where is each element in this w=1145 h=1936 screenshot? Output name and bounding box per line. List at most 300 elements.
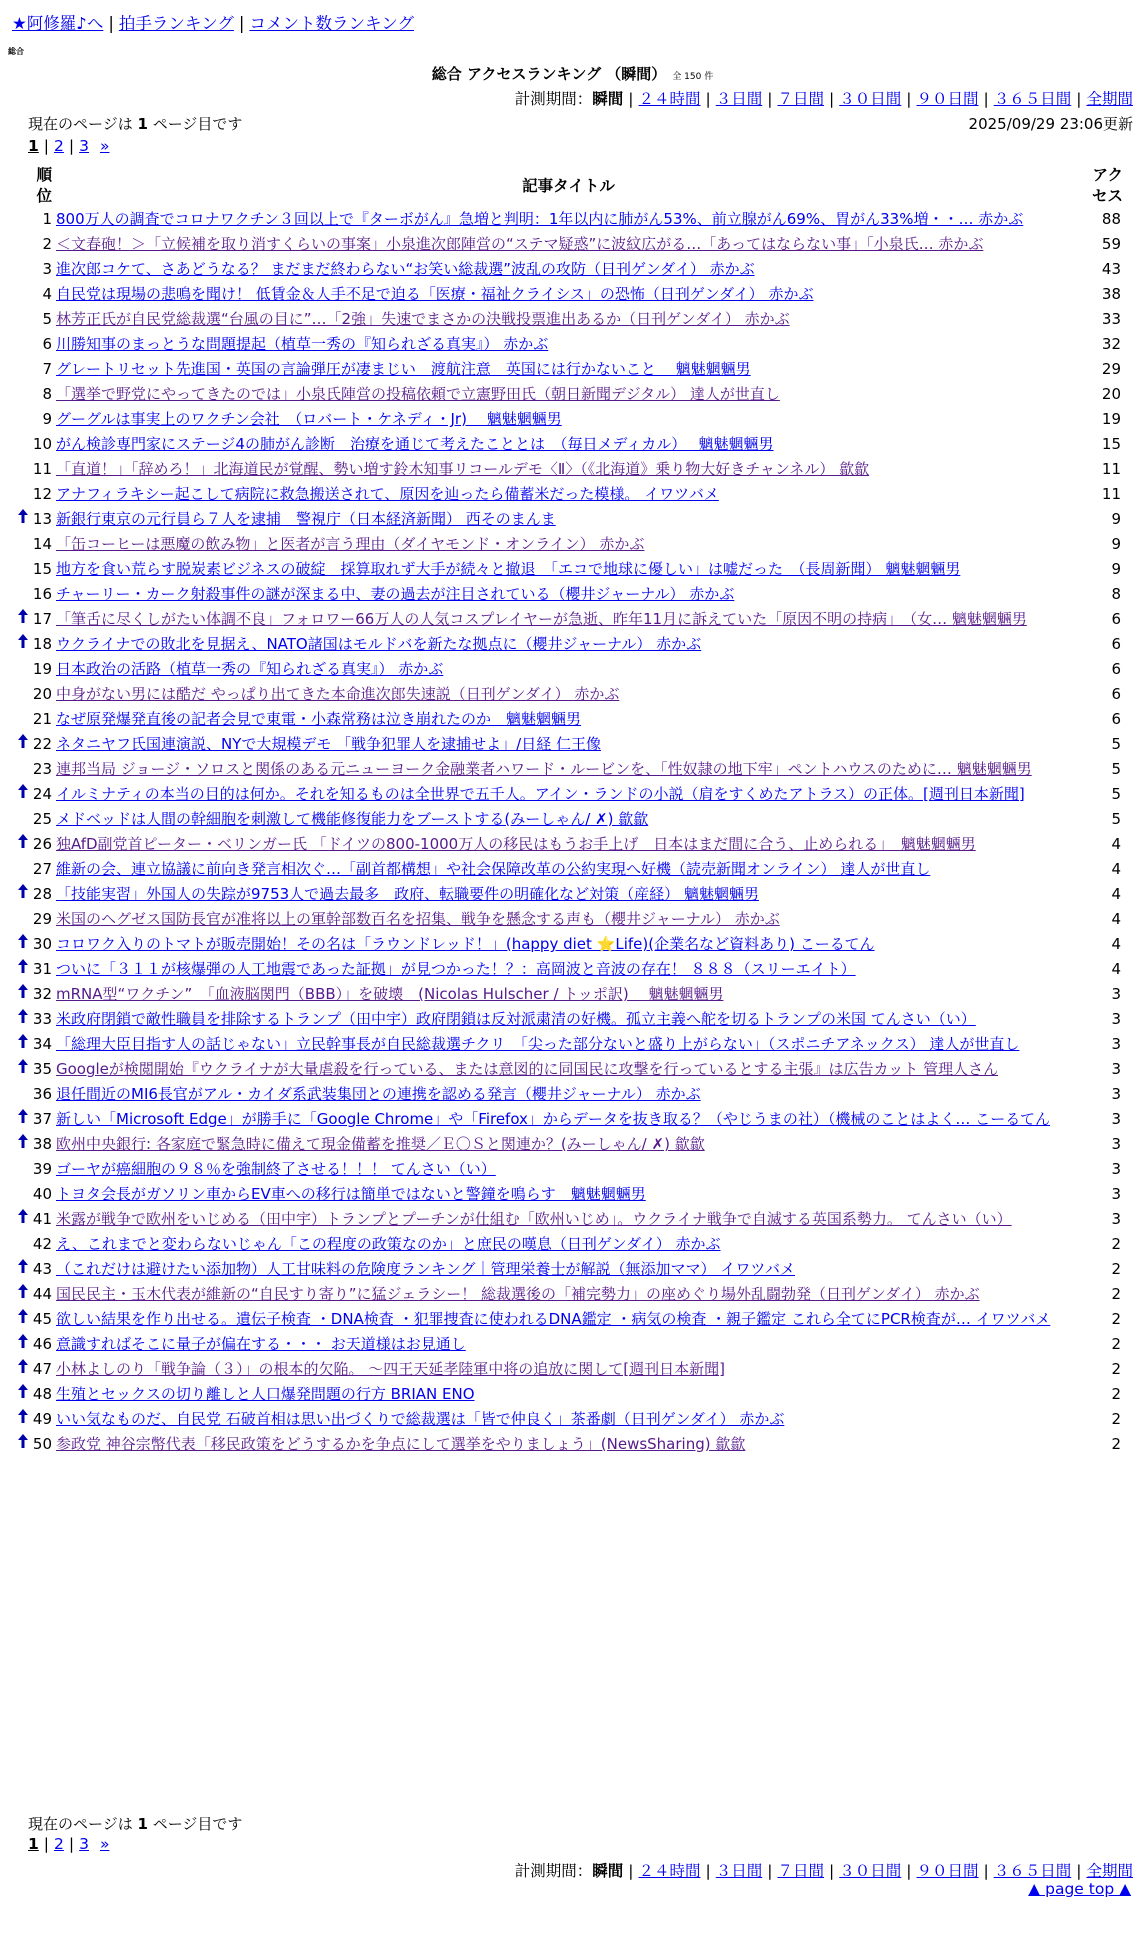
access-count: 4 bbox=[1111, 910, 1121, 928]
access-count: 3 bbox=[1111, 1210, 1121, 1228]
updated-timestamp: 2025/09/29 23:06更新 bbox=[968, 115, 1133, 133]
article-title-cell bbox=[54, 482, 1083, 507]
table-row bbox=[18, 907, 1133, 932]
period-link[interactable]: 全期間 bbox=[1086, 1862, 1133, 1880]
rank-change-cell bbox=[18, 1332, 30, 1357]
table-row bbox=[18, 432, 1133, 457]
up-arrow-icon bbox=[18, 1037, 28, 1052]
rank-number: 16 bbox=[32, 585, 52, 603]
article-title-cell bbox=[54, 707, 1083, 732]
period-separator: | bbox=[983, 90, 989, 108]
access-count: 8 bbox=[1111, 585, 1121, 603]
period-current: 瞬間 bbox=[592, 1862, 624, 1880]
article-title-link[interactable]: 維新の会、連立協議に前向き発言相次ぐ…「副首都構想」や社会保障改革の公約実現へ好機（読売新聞オンライン） 達人が世直し bbox=[56, 860, 931, 878]
rank-number: 26 bbox=[32, 835, 52, 853]
up-arrow-icon bbox=[18, 1012, 28, 1027]
access-count: 2 bbox=[1111, 1410, 1121, 1428]
article-title-cell bbox=[54, 657, 1083, 682]
rank-change-cell bbox=[18, 1432, 30, 1457]
nav-separator: | bbox=[108, 14, 114, 33]
period-link[interactable]: ２４時間 bbox=[638, 90, 701, 108]
rank-number: 30 bbox=[32, 935, 52, 953]
article-title-cell bbox=[54, 757, 1083, 782]
article-title-link[interactable]: 参政党 神谷宗幣代表「移民政策をどうするかを争点にして選挙をやりましょう」(NewsSharing) 歙歙 bbox=[56, 1435, 746, 1453]
access-count: 38 bbox=[1101, 285, 1121, 303]
article-title-link[interactable]: 中身がない男には酷だ やっぱり出てきた本命進次郎失速説（日刊ゲンダイ） 赤かぶ bbox=[56, 685, 620, 703]
article-title-link[interactable]: 「缶コーヒーは悪魔の飲み物」と医者が言う理由（ダイヤモンド・オンライン） 赤かぶ bbox=[56, 535, 645, 553]
table-row bbox=[18, 1007, 1133, 1032]
article-title-link[interactable]: 米露が戦争で欧州をいじめる（田中宇）トランプとプーチンが仕組む「欧州いじめ」。ウクライナ戦争で自滅する英国系勢力。 てんさい（い） bbox=[56, 1210, 1012, 1228]
article-title-link[interactable]: 地方を食い荒らす脱炭素ビジネスの破綻 採算取れず大手が続々と撤退 「エコで地球に優しい」は嘘だった （長周新聞） 魑魅魍魎男 bbox=[56, 560, 961, 578]
rank-change-cell bbox=[18, 857, 30, 882]
table-row bbox=[18, 1357, 1133, 1382]
period-link[interactable]: ３０日間 bbox=[839, 90, 902, 108]
access-column-header: アク セス bbox=[1091, 166, 1123, 205]
period-separator: | bbox=[906, 90, 912, 108]
article-title-link[interactable]: 進次郎コケて、さあどうなる？ まだまだ終わらない“お笑い総裁選”波乱の攻防（日刊ゲンダイ） 赤かぶ bbox=[56, 260, 755, 278]
pager-page-link[interactable]: 3 bbox=[79, 137, 90, 155]
title-column-header: 記事タイトル bbox=[522, 176, 615, 195]
pager-next-link[interactable]: » bbox=[99, 137, 110, 155]
access-count: 3 bbox=[1111, 1085, 1121, 1103]
table-row bbox=[18, 1182, 1133, 1207]
access-count: 9 bbox=[1111, 510, 1121, 528]
rank-change-cell bbox=[18, 1357, 30, 1382]
period-separator: | bbox=[1076, 1862, 1082, 1880]
article-title-link[interactable]: トヨタ会長がガソリン車からEV車への移行は簡単ではないと警鐘を鳴らす 魑魅魍魎男 bbox=[56, 1185, 646, 1203]
pager-page-link[interactable]: 2 bbox=[54, 137, 64, 155]
rank-change-cell bbox=[18, 782, 30, 807]
up-arrow-icon bbox=[18, 987, 28, 1002]
up-arrow-icon bbox=[18, 1387, 28, 1402]
rank-change-cell bbox=[18, 532, 30, 557]
period-link[interactable]: ３６５日間 bbox=[993, 90, 1072, 108]
up-arrow-icon bbox=[18, 1412, 28, 1427]
table-row bbox=[18, 1432, 1133, 1457]
rank-change-cell bbox=[18, 507, 30, 532]
period-separator: | bbox=[628, 1862, 634, 1880]
pager-page-link[interactable]: 1 bbox=[28, 137, 39, 155]
rank-number: 12 bbox=[32, 485, 52, 503]
article-title-cell bbox=[54, 557, 1083, 582]
rank-number: 17 bbox=[32, 610, 52, 628]
rank-change-cell bbox=[18, 807, 30, 832]
article-title-link[interactable]: 「選挙で野党にやってきたのでは」小泉氏陣営の投稿依頼で立憲野田氏（朝日新聞デジタル） 達人が世直し bbox=[56, 385, 780, 403]
up-arrow-icon bbox=[18, 1062, 28, 1077]
period-link[interactable]: ７日間 bbox=[777, 1862, 824, 1880]
period-link[interactable]: ３０日間 bbox=[839, 1862, 902, 1880]
rank-change-cell bbox=[18, 832, 30, 857]
up-arrow-icon bbox=[18, 1437, 28, 1452]
period-separator: | bbox=[829, 1862, 835, 1880]
article-title-link[interactable]: 米国のヘグゼス国防長官が准将以上の軍幹部数百名を招集、戦争を懸念する声も（櫻井ジャーナル） 赤かぶ bbox=[56, 910, 780, 928]
article-title-link[interactable]: 国民民主・玉木代表が維新の“自民すり寄り”に猛ジェラシー！ 総裁選後の「補完勢力」の座めぐり場外乱闘勃発（日刊ゲンダイ） 赤かぶ bbox=[56, 1285, 980, 1303]
access-count: 6 bbox=[1111, 710, 1121, 728]
period-link[interactable]: 全期間 bbox=[1086, 90, 1133, 108]
access-count: 33 bbox=[1101, 310, 1121, 328]
rank-number: 10 bbox=[32, 435, 52, 453]
rank-number: 6 bbox=[42, 335, 52, 353]
page-top-link-wrap bbox=[1028, 1880, 1131, 1898]
up-arrow-icon bbox=[18, 1112, 28, 1127]
period-link[interactable]: ３６５日間 bbox=[993, 1862, 1072, 1880]
rank-number: 35 bbox=[32, 1060, 52, 1078]
pager-page-link[interactable]: 3 bbox=[79, 1835, 90, 1853]
article-title-cell bbox=[54, 532, 1083, 557]
rank-change-cell bbox=[18, 707, 30, 732]
article-title-cell bbox=[54, 1357, 1083, 1382]
rank-change-cell bbox=[18, 432, 30, 457]
period-link[interactable]: ９０日間 bbox=[916, 90, 979, 108]
article-title-link[interactable]: （これだけは避けたい添加物）人工甘味料の危険度ランキング｜管理栄養士が解説（無添加ママ） イワツバメ bbox=[56, 1260, 796, 1278]
pager-separator: | bbox=[68, 137, 75, 155]
period-link[interactable]: ３日間 bbox=[715, 1862, 763, 1880]
rank-change-cell bbox=[18, 1182, 30, 1207]
table-row bbox=[18, 882, 1133, 907]
article-title-link[interactable]: 新銀行東京の元行員ら７人を逮捕 警視庁（日本経済新聞） 西そのまんま bbox=[56, 510, 556, 528]
rank-change-cell bbox=[18, 1157, 30, 1182]
up-arrow-icon bbox=[18, 962, 28, 977]
access-count: 9 bbox=[1111, 560, 1121, 578]
article-title-link[interactable]: チャーリー・カーク射殺事件の謎が深まる中、妻の過去が注目されている（櫻井ジャーナル） 赤かぶ bbox=[56, 585, 735, 603]
article-title-link[interactable]: いい気なものだ、自民党 石破首相は思い出づくりで総裁選は「皆で仲良く」茶番劇（日刊ゲンダイ） 赤かぶ bbox=[56, 1410, 785, 1428]
rank-change-cell bbox=[18, 907, 30, 932]
rank-change-cell bbox=[18, 1232, 30, 1257]
up-arrow-icon bbox=[18, 887, 28, 902]
article-title-link[interactable]: 日本政治の活路（植草一秀の『知られざる真実』） 赤かぶ bbox=[56, 660, 444, 678]
article-title-link[interactable]: 連邦当局 ジョージ・ソロスと関係のある元ニューヨーク金融業者ハワード・ルービンを、「性奴隷の地下牢」ペントハウスのために… 魑魅魍魎男 bbox=[56, 760, 1032, 778]
rank-number: 15 bbox=[32, 560, 52, 578]
up-arrow-icon bbox=[18, 787, 28, 802]
rank-number: 21 bbox=[32, 710, 52, 728]
pager-top bbox=[28, 137, 109, 155]
table-row bbox=[18, 1257, 1133, 1282]
period-separator: | bbox=[767, 90, 773, 108]
table-row bbox=[18, 1157, 1133, 1182]
rank-number: 20 bbox=[32, 685, 52, 703]
article-title-link[interactable]: コロワク入りのトマトが販売開始！その名は「ラウンドレッド！」(happy diet ⭐Life)(企業名など資料あり) こーるてん bbox=[56, 935, 875, 953]
table-row bbox=[18, 457, 1133, 482]
rank-change-cell bbox=[18, 332, 30, 357]
rank-number: 42 bbox=[32, 1235, 52, 1253]
article-title-cell bbox=[54, 1407, 1083, 1432]
rank-change-cell bbox=[18, 282, 30, 307]
current-page-info-top bbox=[28, 113, 242, 134]
access-count: 32 bbox=[1101, 335, 1121, 353]
rank-number: 31 bbox=[32, 960, 52, 978]
table-row bbox=[18, 1032, 1133, 1057]
table-row bbox=[18, 832, 1133, 857]
rank-change-cell bbox=[18, 982, 30, 1007]
rank-change-cell bbox=[18, 1032, 30, 1057]
article-title-link[interactable]: グーグルは事実上のワクチン会社 （ロバート・ケネディ・Jr) 魑魅魍魎男 bbox=[56, 410, 562, 428]
table-row bbox=[18, 332, 1133, 357]
article-title-cell bbox=[54, 882, 1083, 907]
article-title-link[interactable]: 独AfD副党首ピーター・ベリンガー氏 「ドイツの800-1000万人の移民はもうお手上げ 日本はまだ間に合う、止められる」 魑魅魍魎男 bbox=[56, 835, 976, 853]
access-count: 5 bbox=[1111, 735, 1121, 753]
rank-number: 43 bbox=[32, 1260, 52, 1278]
article-title-link[interactable]: 新しい「Microsoft Edge」が勝手に「Google Chrome」や「Firefox」からデータを抜き取る？（やじうまの社）（機械のことはよく… こーるてん bbox=[56, 1110, 1051, 1128]
rank-change-cell bbox=[18, 932, 30, 957]
access-count: 2 bbox=[1111, 1360, 1121, 1378]
access-count: 3 bbox=[1111, 1185, 1121, 1203]
article-title-cell bbox=[54, 207, 1083, 232]
article-title-cell bbox=[54, 1107, 1083, 1132]
rank-number: 33 bbox=[32, 1010, 52, 1028]
table-header-row bbox=[18, 165, 1133, 207]
period-label: 計測期間： bbox=[514, 1862, 593, 1880]
article-title-link[interactable]: 「技能実習」外国人の失踪が9753人で過去最多 政府、転職要件の明確化など対策（産経） 魑魅魍魎男 bbox=[56, 885, 759, 903]
article-title-link[interactable]: グレートリセット先進国・英国の言論弾圧が凄まじい 渡航注意 英国には行かないこと 魑魅魍魎男 bbox=[56, 360, 751, 378]
access-count: 2 bbox=[1111, 1260, 1121, 1278]
article-title-link[interactable]: なぜ原発爆発直後の記者会見で東電・小森常務は泣き崩れたのか 魑魅魍魎男 bbox=[56, 710, 582, 728]
home-link[interactable]: ★阿修羅♪へ bbox=[12, 14, 104, 33]
article-title-link[interactable]: 退任間近のMI6長官がアル・カイダ系武装集団との連携を認める発言（櫻井ジャーナル） 赤かぶ bbox=[56, 1085, 701, 1103]
table-row bbox=[18, 1282, 1133, 1307]
table-row bbox=[18, 207, 1133, 232]
pager-next-link[interactable]: » bbox=[99, 1835, 110, 1853]
access-count: 5 bbox=[1111, 785, 1121, 803]
period-current: 瞬間 bbox=[592, 90, 624, 108]
table-row bbox=[18, 732, 1133, 757]
article-title-cell bbox=[54, 582, 1083, 607]
rank-change-cell bbox=[18, 257, 30, 282]
period-link[interactable]: ３日間 bbox=[715, 90, 763, 108]
rank-number: 37 bbox=[32, 1110, 52, 1128]
table-row bbox=[18, 757, 1133, 782]
period-separator: | bbox=[906, 1862, 912, 1880]
rank-number: 24 bbox=[32, 785, 52, 803]
access-count: 3 bbox=[1111, 1035, 1121, 1053]
article-title-link[interactable]: 「筆舌に尽くしがたい体調不良」フォロワー66万人の人気コスプレイヤーが急逝、昨年11月に訴えていた「原因不明の持病」 （女… 魑魅魍魎男 bbox=[56, 610, 1027, 628]
current-page-info-bottom bbox=[28, 1813, 242, 1834]
article-title-link[interactable]: ゴーヤが癌細胞の９８％を強制終了させる！！！ てんさい（い） bbox=[56, 1160, 496, 1178]
article-title-link[interactable]: メドベッドは人間の幹細胞を刺激して機能修復能力をブーストする(みーしゃん/ ✗) 歙歙 bbox=[56, 810, 649, 828]
rank-change-cell bbox=[18, 307, 30, 332]
table-row bbox=[18, 1407, 1133, 1432]
rank-change-cell bbox=[18, 657, 30, 682]
table-row bbox=[18, 1132, 1133, 1157]
rank-change-cell bbox=[18, 357, 30, 382]
hakushu-ranking-link[interactable]: 拍手ランキング bbox=[118, 14, 234, 33]
article-title-link[interactable]: イルミナティの本当の目的は何か。それを知るものは全世界で五千人。アイン・ランドの小説（肩をすくめたアトラス）の正体。[週刊日本新聞] bbox=[56, 785, 1025, 803]
article-title-link[interactable]: 小林よしのり「戦争論（３）」の根本的欠陥。 ～四王天延孝陸軍中将の追放に関して[週刊日本新聞] bbox=[56, 1360, 725, 1378]
up-arrow-icon bbox=[18, 612, 28, 627]
rank-number: 18 bbox=[32, 635, 52, 653]
table-row bbox=[18, 1332, 1133, 1357]
article-title-cell bbox=[54, 407, 1083, 432]
up-arrow-icon bbox=[18, 737, 28, 752]
article-title-link[interactable]: アナフィラキシー起こして病院に救急搬送されて、原因を辿ったら備蓄米だった模様。 イワツバメ bbox=[56, 485, 719, 503]
access-count: 59 bbox=[1101, 235, 1121, 253]
article-title-link[interactable]: 意識すればそこに量子が偏在する・・・ お天道様はお見通し bbox=[56, 1335, 466, 1353]
article-title-cell bbox=[54, 1007, 1083, 1032]
article-title-link[interactable]: 「総理大臣目指す人の話じゃない」立民幹事長が自民総裁選チクリ 「尖った部分ないと盛り上がらない」（スポニチアネックス） 達人が世直し bbox=[56, 1035, 1020, 1053]
rank-number: 5 bbox=[42, 310, 52, 328]
up-arrow-icon bbox=[18, 1312, 28, 1327]
table-row bbox=[18, 407, 1133, 432]
current-page-number: 1 bbox=[137, 1815, 148, 1833]
table-row bbox=[18, 982, 1133, 1007]
up-arrow-icon bbox=[18, 512, 28, 527]
category-label: 総合 bbox=[8, 47, 24, 56]
article-title-cell bbox=[54, 1082, 1083, 1107]
access-count: 5 bbox=[1111, 810, 1121, 828]
rank-number: 40 bbox=[32, 1185, 52, 1203]
rank-change-cell bbox=[18, 682, 30, 707]
rank-number: 47 bbox=[32, 1360, 52, 1378]
rank-change-cell bbox=[18, 882, 30, 907]
article-title-link[interactable]: 生殖とセックスの切り離しと人口爆発問題の行方 BRIAN ENO bbox=[56, 1385, 475, 1403]
rank-change-cell bbox=[18, 757, 30, 782]
article-title-cell bbox=[54, 357, 1083, 382]
rank-number: 7 bbox=[42, 360, 52, 378]
article-title-cell bbox=[54, 282, 1083, 307]
table-row bbox=[18, 582, 1133, 607]
rank-number: 46 bbox=[32, 1335, 52, 1353]
article-title-link[interactable]: 欲しい結果を作り出せる。遺伝子検査 ・DNA検査 ・犯罪捜査に使われるDNA鑑定 ・病気の検査 ・親子鑑定 これら全てにPCR検査が… イワツバメ bbox=[56, 1310, 1051, 1328]
table-row bbox=[18, 507, 1133, 532]
article-title-link[interactable]: 欧州中央銀行: 各家庭で緊急時に備えて現金備蓄を推奨／Ｅ〇Ｓと関連か？(みーしゃん/ ✗) 歙歙 bbox=[56, 1135, 705, 1153]
access-count: 9 bbox=[1111, 535, 1121, 553]
rank-number: 38 bbox=[32, 1135, 52, 1153]
table-row bbox=[18, 1382, 1133, 1407]
access-count: 3 bbox=[1111, 1160, 1121, 1178]
rank-number: 8 bbox=[42, 385, 52, 403]
rank-change-cell bbox=[18, 407, 30, 432]
current-page-suffix: ページ目です bbox=[147, 1815, 243, 1833]
article-title-cell bbox=[54, 982, 1083, 1007]
rank-change-cell bbox=[18, 1082, 30, 1107]
access-count: 6 bbox=[1111, 610, 1121, 628]
rank-change-cell bbox=[18, 582, 30, 607]
rank-number: 25 bbox=[32, 810, 52, 828]
article-title-link[interactable]: 米政府閉鎖で敵性職員を排除するトランプ（田中宇）政府閉鎖は反対派粛清の好機。孤立主義へ舵を切るトランプの米国 てんさい（い） bbox=[56, 1010, 976, 1028]
article-title-cell bbox=[54, 1132, 1083, 1157]
period-separator: | bbox=[1076, 90, 1082, 108]
article-title-link[interactable]: 800万人の調査でコロナワクチン３回以上で『ターボがん』急増と判明：1年以内に肺がん53%、前立腺がん69%、胃がん33%増・・… 赤かぶ bbox=[56, 210, 1024, 228]
article-title-link[interactable]: がん検診専門家にステージ4の肺がん診断 治療を通じて考えたこととは （毎日メディカル） 魑魅魍魎男 bbox=[56, 435, 774, 453]
rank-number: 3 bbox=[42, 260, 52, 278]
rank-change-cell bbox=[18, 607, 30, 632]
pager-page-link[interactable]: 1 bbox=[28, 1835, 39, 1853]
rank-number: 13 bbox=[32, 510, 52, 528]
up-arrow-icon bbox=[18, 1262, 28, 1277]
rank-change-cell bbox=[18, 732, 30, 757]
article-title-link[interactable]: 自民党は現場の悲鳴を聞け！ 低賃金＆人手不足で迫る「医療・福祉クライシス」の恐怖（日刊ゲンダイ） 赤かぶ bbox=[56, 285, 814, 303]
article-title-link[interactable]: ＜文春砲！＞「立候補を取り消すくらいの事案」小泉進次郎陣営の“ステマ疑惑”に波紋広がる…「あってはならない事」「小泉氏… 赤かぶ bbox=[56, 235, 984, 253]
rank-number: 29 bbox=[32, 910, 52, 928]
article-title-cell bbox=[54, 1032, 1083, 1057]
article-title-cell bbox=[54, 1432, 1083, 1457]
current-page-prefix: 現在のページは bbox=[28, 115, 138, 133]
article-title-link[interactable]: 「直道！」「辞めろ！」北海道民が覚醒、勢い増す鈴木知事リコールデモ〈Ⅱ〉（《北海道》乗り物大好きチャンネル） 歙歙 bbox=[56, 460, 870, 478]
access-count: 2 bbox=[1111, 1285, 1121, 1303]
article-title-cell bbox=[54, 732, 1083, 757]
rank-number: 41 bbox=[32, 1210, 52, 1228]
article-title-link[interactable]: ついに「３１１が核爆弾の人工地震であった証拠」が見つかった！？：高岡波と音波の存在！ ８８８（スリーエイト） bbox=[56, 960, 856, 978]
period-label: 計測期間： bbox=[514, 90, 593, 108]
page-top-link[interactable]: ▲ page top ▲ bbox=[1028, 1880, 1131, 1898]
table-row bbox=[18, 1107, 1133, 1132]
article-title-cell bbox=[54, 1232, 1083, 1257]
current-page-suffix: ページ目です bbox=[147, 115, 243, 133]
table-row bbox=[18, 682, 1133, 707]
access-count: 6 bbox=[1111, 685, 1121, 703]
article-title-cell bbox=[54, 1307, 1083, 1332]
access-count: 2 bbox=[1111, 1335, 1121, 1353]
article-title-link[interactable]: mRNA型“ワクチン” 「血液脳関門（BBB）」を破壊 (Nicolas Hulscher / トッポ訳) 魑魅魍魎男 bbox=[56, 985, 724, 1003]
article-title-link[interactable]: 林芳正氏が自民党総裁選“台風の目に”…「2強」失速でまさかの決戦投票進出あるか（日刊ゲンダイ） 赤かぶ bbox=[56, 310, 790, 328]
comment-ranking-link[interactable]: コメント数ランキング bbox=[249, 14, 414, 33]
rank-change-cell bbox=[18, 382, 30, 407]
article-title-link[interactable]: 川勝知事のまっとうな問題提起（植草一秀の『知られざる真実』） 赤かぶ bbox=[56, 335, 549, 353]
period-separator: | bbox=[705, 90, 711, 108]
article-title-cell bbox=[54, 832, 1083, 857]
rank-number: 23 bbox=[32, 760, 52, 778]
rank-change-cell bbox=[18, 1007, 30, 1032]
rank-change-cell bbox=[18, 1282, 30, 1307]
access-count: 4 bbox=[1111, 835, 1121, 853]
rank-number: 22 bbox=[32, 735, 52, 753]
period-separator: | bbox=[705, 1862, 711, 1880]
period-selector-bottom bbox=[515, 1859, 1133, 1881]
article-title-link[interactable]: え、これまでと変わらないじゃん「この程度の政策なのか」と庶民の嘆息（日刊ゲンダイ） 赤かぶ bbox=[56, 1235, 721, 1253]
pager-page-link[interactable]: 2 bbox=[54, 1835, 64, 1853]
article-title-cell bbox=[54, 1332, 1083, 1357]
period-link[interactable]: ７日間 bbox=[777, 90, 824, 108]
period-link[interactable]: ９０日間 bbox=[916, 1862, 979, 1880]
rank-change-cell bbox=[18, 557, 30, 582]
article-title-cell bbox=[54, 932, 1083, 957]
up-arrow-icon bbox=[18, 1137, 28, 1152]
period-link[interactable]: ２４時間 bbox=[638, 1862, 701, 1880]
article-title-link[interactable]: ネタニヤフ氏国連演説、NYで大規模デモ 「戦争犯罪人を逮捕せよ」/日経 仁王像 bbox=[56, 735, 601, 753]
article-title-cell bbox=[54, 1157, 1083, 1182]
article-title-cell bbox=[54, 782, 1083, 807]
period-separator: | bbox=[767, 1862, 773, 1880]
access-count: 19 bbox=[1101, 410, 1121, 428]
nav-separator: | bbox=[238, 14, 245, 33]
article-title-cell bbox=[54, 432, 1083, 457]
rank-number: 28 bbox=[32, 885, 52, 903]
rank-change-cell bbox=[18, 207, 30, 232]
article-title-link[interactable]: Googleが検閲開始『ウクライナが大量虐殺を行っている、または意図的に同国民に攻撃を行っているとする主張』は広告カット 管理人さん bbox=[56, 1060, 999, 1078]
access-count: 3 bbox=[1111, 1135, 1121, 1153]
article-title-cell bbox=[54, 682, 1083, 707]
table-row bbox=[18, 607, 1133, 632]
period-separator: | bbox=[983, 1862, 989, 1880]
table-row bbox=[18, 782, 1133, 807]
rank-change-cell bbox=[18, 482, 30, 507]
period-separator: | bbox=[829, 90, 835, 108]
table-row bbox=[18, 1082, 1133, 1107]
access-count: 5 bbox=[1111, 760, 1121, 778]
access-count: 11 bbox=[1101, 460, 1121, 478]
rank-number: 4 bbox=[42, 285, 52, 303]
article-title-link[interactable]: ウクライナでの敗北を見据え、NATO諸国はモルドバを新たな拠点に（櫻井ジャーナル） 赤かぶ bbox=[56, 635, 702, 653]
pager-separator: | bbox=[43, 1835, 50, 1853]
article-title-cell bbox=[54, 1257, 1083, 1282]
rank-number: 36 bbox=[32, 1085, 52, 1103]
period-selector-top bbox=[515, 87, 1133, 109]
up-arrow-icon bbox=[18, 1337, 28, 1352]
up-arrow-icon bbox=[18, 837, 28, 852]
table-row bbox=[18, 657, 1133, 682]
current-page-prefix: 現在のページは bbox=[28, 1815, 138, 1833]
table-row bbox=[18, 932, 1133, 957]
ranking-title: 総合 アクセスランキング （瞬間） bbox=[431, 65, 667, 83]
